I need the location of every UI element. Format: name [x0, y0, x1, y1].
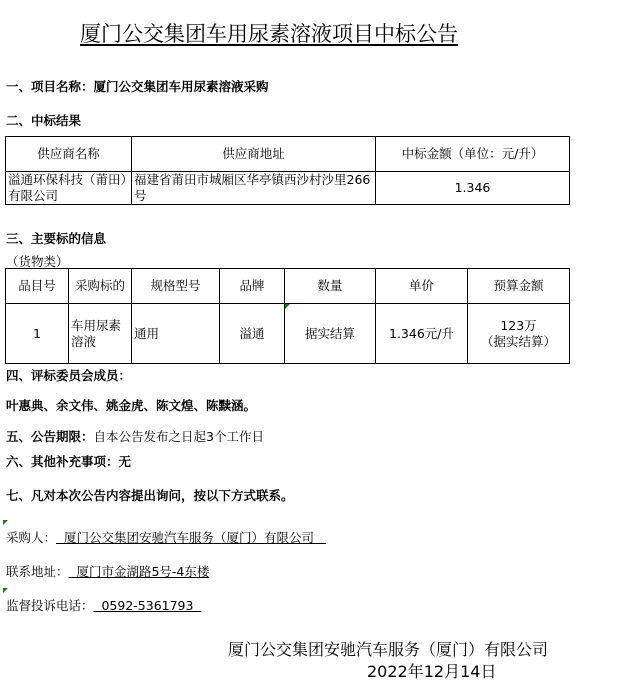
subject: 车用尿素溶液	[69, 304, 132, 364]
committee-members: 叶惠典、余文伟、姚金虎、陈文煌、陈黩涵。	[6, 398, 257, 413]
quantity	[285, 304, 376, 364]
section-contact-heading: 七、凡对本次公告内容提出询问，按以下方式联系。	[6, 488, 294, 503]
bid-amount: 1.346	[376, 172, 570, 205]
header-unit-price: 单价	[376, 269, 468, 304]
supplier-name: 溢通环保科技（莆田）有限公司	[6, 172, 132, 205]
goods-type-label: （货物类）	[6, 254, 69, 269]
notice-period-value: 自本公告发布之日起3个工作日	[93, 429, 264, 444]
result-table	[5, 136, 570, 205]
page-title: 厦门公交集团车用尿素溶液项目中标公告	[80, 22, 458, 46]
purchaser-value: 厦门公交集团安驰汽车服务（厦门）有限公司	[56, 530, 326, 545]
address-value: 厦门市金湖路5号-4东楼	[68, 564, 210, 579]
budget	[468, 304, 570, 364]
table-row	[6, 304, 570, 364]
section-notice-period	[6, 427, 264, 445]
header-bid-amount: 中标金额（单位：元/升）	[376, 137, 570, 172]
section-result-heading: 二、中标结果	[6, 113, 82, 128]
table-header-row	[6, 137, 570, 172]
comment-marker-icon	[3, 588, 8, 593]
brand: 溢通	[220, 304, 285, 364]
header-supplier-name: 供应商名称	[6, 137, 132, 172]
comment-marker-icon	[285, 304, 290, 309]
header-brand: 品牌	[220, 269, 285, 304]
header-spec: 规格型号	[132, 269, 220, 304]
signature-date: 2022年12月14日	[367, 662, 497, 681]
table-header-row	[6, 269, 570, 304]
section-project-name: 一、项目名称：厦门公交集团车用尿素溶液采购	[6, 79, 269, 94]
goods-table	[5, 268, 570, 364]
unit-price: 1.346元/升	[376, 304, 468, 364]
address-label: 联系地址：	[6, 564, 69, 579]
purchaser-label: 采购人：	[6, 530, 57, 545]
phone-line	[6, 596, 201, 614]
quantity-value: 据实结算	[304, 325, 355, 341]
header-budget: 预算金额	[468, 269, 570, 304]
section-committee-heading: 四、评标委员会成员：	[6, 368, 132, 383]
spec: 通用	[132, 304, 220, 364]
table-row	[6, 172, 570, 205]
budget-note: （据实结算）	[480, 333, 556, 349]
header-subject: 采购标的	[69, 269, 132, 304]
comment-marker-icon	[3, 520, 8, 525]
header-item-no: 品目号	[6, 269, 69, 304]
signature-company: 厦门公交集团安驰汽车服务（厦门）有限公司	[228, 640, 549, 659]
notice-period-label: 五、公告期限：	[6, 429, 94, 444]
budget-amount: 123万	[500, 317, 537, 333]
address-line	[6, 562, 209, 580]
section-main-info-heading: 三、主要标的信息	[6, 231, 107, 246]
item-no: 1	[6, 304, 69, 364]
section-other-matters: 六、其他补充事项：无	[6, 454, 132, 469]
header-supplier-address: 供应商地址	[132, 137, 376, 172]
supplier-address: 福建省莆田市城厢区华亭镇西沙村沙里266号	[132, 172, 376, 205]
purchaser-line	[6, 528, 326, 546]
phone-value: 0592-5361793	[93, 598, 202, 613]
header-quantity: 数量	[285, 269, 376, 304]
phone-label: 监督投诉电话：	[6, 598, 94, 613]
